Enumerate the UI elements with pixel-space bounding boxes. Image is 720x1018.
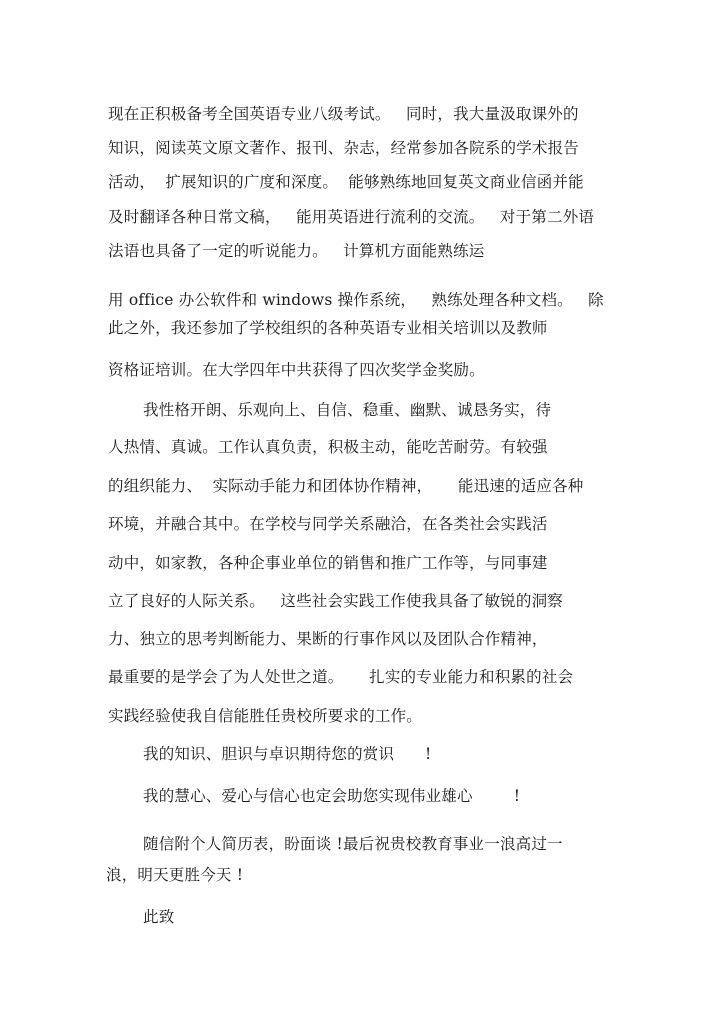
text-line: 我的慧心、爱心与信心也定会助您实现伟业雄心 ! xyxy=(143,787,521,805)
text-line: 环境，并融合其中。在学校与同学关系融洽，在各类社会实践活 xyxy=(108,515,548,533)
text-line: 立了良好的人际关系。 这些社会实践工作使我具备了敏锐的洞察 xyxy=(108,592,563,610)
text-line: 最重要的是学会了为人处世之道。 扎实的专业能力和积累的社会 xyxy=(108,668,574,686)
text-line: 现在正积极备考全国英语专业八级考试。 同时，我大量汲取课外的 xyxy=(108,105,579,123)
text-line: 力、独立的思考判断能力、果断的行事作风以及团队合作精神， xyxy=(108,630,548,648)
text-line: 此致 xyxy=(143,908,175,926)
text-line: 用 office 办公软件和 windows 操作系统， 熟练处理各种文档。 除 xyxy=(108,291,604,309)
text-line: 动中，如家教，各种企事业单位的销售和推广工作等，与同事建 xyxy=(108,554,548,572)
text-line: 人热情、真诚。工作认真负责，积极主动，能吃苦耐劳。有较强 xyxy=(108,438,548,456)
text-line: 浪，明天更胜今天 ! xyxy=(106,866,244,884)
text-line: 及时翻译各种日常文稿， 能用英语进行流利的交流。 对于第二外语 xyxy=(108,208,595,226)
text-line: 知识，阅读英文原文著作、报刊、杂志，经常参加各院系的学术报告 xyxy=(108,139,580,157)
text-line: 实践经验使我自信能胜任贵校所要求的工作。 xyxy=(108,707,423,725)
text-line: 我的知识、胆识与卓识期待您的赏识 ! xyxy=(143,745,432,763)
text-line: 的组织能力、 实际动手能力和团体协作精神， 能迅速的适应各种 xyxy=(108,477,584,495)
text-line: 我性格开朗、乐观向上、自信、稳重、幽默、诚恳务实，待 xyxy=(143,401,552,419)
text-line: 随信附个人简历表，盼面谈 !最后祝贵校教育事业一浪高过一 xyxy=(143,835,563,853)
text-line: 此之外，我还参加了学校组织的各种英语专业相关培训以及教师 xyxy=(108,319,548,337)
text-line: 法语也具备了一定的听说能力。 计算机方面能熟练运 xyxy=(108,242,485,260)
text-line: 活动， 扩展知识的广度和深度。 能够熟练地回复英文商业信函并能 xyxy=(108,173,584,191)
text-line: 资格证培训。在大学四年中共获得了四次奖学金奖励。 xyxy=(108,361,485,379)
